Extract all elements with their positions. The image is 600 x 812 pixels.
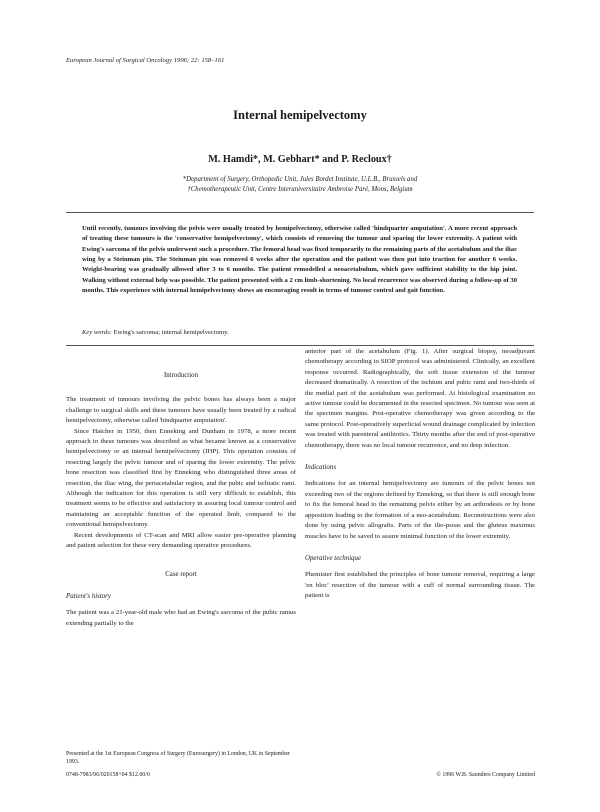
intro-paragraph-1: The treatment of tumours involving the pelvic bones has always been a major challenge to surgical skills and these tumours have usually been treated by a radical hemipelvectomy, otherwise called 'hindquarter amputation'.	[66, 396, 296, 425]
left-column	[66, 347, 296, 629]
subheading-indications: Indications	[305, 464, 337, 472]
divider-top	[66, 212, 534, 213]
author-list: M. Hamdi*, M. Gebhart* and P. Recloux†	[208, 154, 392, 165]
right-column	[305, 347, 535, 602]
divider-bottom	[66, 345, 534, 346]
keywords-text: Ewing's sarcoma; internal hemipelvectomy.	[111, 329, 229, 336]
intro-paragraph-2: Since Hatcher in 1950, then Enneking and Dunham in 1978, a more recent approach to these tumours was described as what became known as a conservative hemipelvectomy or an internal hemipelvectomy (IHP). This operation consists of resecting largely the pelvic tumour and of sparing the lower extremity. The pelvic bone resection was classified first by Enneking who distinguished three areas of resection, the iliac wing, the periacetabular region, and the pubic and ischiatic rami. Although the indication for this operation is still very difficult to establish, this treatment seems to be effective and satisfactory in assuring local tumour control and maintaining an acceptable function of the operated limb, compared to the conventional hemipelvectomy.	[66, 427, 296, 529]
case-continued-paragraph: anterior part of the acetabulum (Fig. 1). After surgical biopsy, neoadjuvant chemotherapy according to SIOP protocol was administered. Clinically, an excellent response occurred. Radiographically, the soft tissue extension of the tumour decreased dramatically. A resection of the ischium and pubic rami and two-thirds of the medial part of the acetabulum was performed. At histological examination no active tumour could be documented in the resected specimen. No tumour was seen at the specimen margins. Post-operative chemotherapy was given according to the same protocol. Post-operatively superficial wound drainage complicated by infection was treated with parenteral antibiotics. Thirty months after the end of post-operative chemotherapy, there was no local tumour recurrence, and no deep infection.	[305, 348, 535, 449]
article-title: Internal hemipelvectomy	[233, 108, 367, 122]
footnote-presented: Presented at the 1st European Congress of Surgery (Eurosurgery) in London, UK in September 1993.	[66, 751, 290, 766]
indications-paragraph: Indications for an internal hemipelvectomy are tumours of the pelvic bones not exceeding two of the regions defined by Enneking, so that there is still enough bone to fix the femoral head to the remaining pelvis either by an arthrodesis or by bone apposition leading to the formation of a neo-acetabulum. Reconstructions were also done by using pelvic allografts. Parts of the ilio-psoas and the gluteus maximus muscles have to be saved to assure minimal function of the lower extremity.	[305, 480, 535, 540]
journal-header: European Journal of Surgical Oncology 1996; 22: 158–161	[66, 57, 225, 64]
intro-paragraph-3: Recent developments of CT-scan and MRI allow easier pre-operative planning and patient selection for these very demanding operative procedures.	[66, 531, 296, 550]
technique-paragraph: Phemister first established the principles of bone tumour removal, requiring a large 'en bloc' resection of the tumour with a cuff of normal surrounding tissue. The patient is	[305, 571, 535, 600]
footnote-issn: 0748-7983/96/020158+04 $12.00/0	[66, 772, 150, 778]
subheading-operative-technique: Operative technique	[305, 554, 362, 562]
subheading-patient-history: Patient's history	[66, 592, 111, 600]
affiliation-1: *Department of Surgery, Orthopedic Unit, Jules Bordet Institute, U.L.B., Brussels and	[182, 176, 418, 183]
section-heading-introduction: Introduction	[163, 372, 199, 379]
history-paragraph: The patient was a 21-year-old male who had an Ewing's sarcoma of the pubic ramus extending partially to the	[66, 609, 296, 627]
abstract: Until recently, tumours involving the pelvis were usually treated by hemipelvectomy, otherwise called 'hindquarter amputation'. A more recent approach of treating these tumours is the 'conservative hemipelvectomy', which consists of removing the tumour and sparing the lower extremity. A patient with Ewing's sarcoma of the pelvis underwent such a procedure. The femoral head was fixed temporarily to the remaining parts of the acetabulum and the iliac wing by a Steinman pin. The Steinman pin was removed 6 weeks after the operation and the patient was then put into traction for another 6 weeks. Weight-bearing was gradually allowed after 3 to 6 months. The patient remodelled a neoacetabulum, which gave sufficient stability to the hip joint. Walking without external help was possible. The patient presented with a 2 cm limb-shortening. No local recurrence was observed during a follow-up of 30 months. This experience with internal hemipelvectomy shows an encouraging result in terms of tumour control and gait function.	[82, 225, 517, 295]
footnote-copyright: © 1996 W.B. Saunders Company Limited	[436, 772, 535, 778]
keywords-label: Key words:	[82, 329, 112, 336]
affiliation-2: †Chemotherapeutic Unit, Centre Interuniversitaire Ambroise Paré, Mons, Belgium	[187, 186, 413, 193]
section-heading-case-report: Case report	[165, 570, 197, 578]
keywords	[82, 329, 229, 336]
